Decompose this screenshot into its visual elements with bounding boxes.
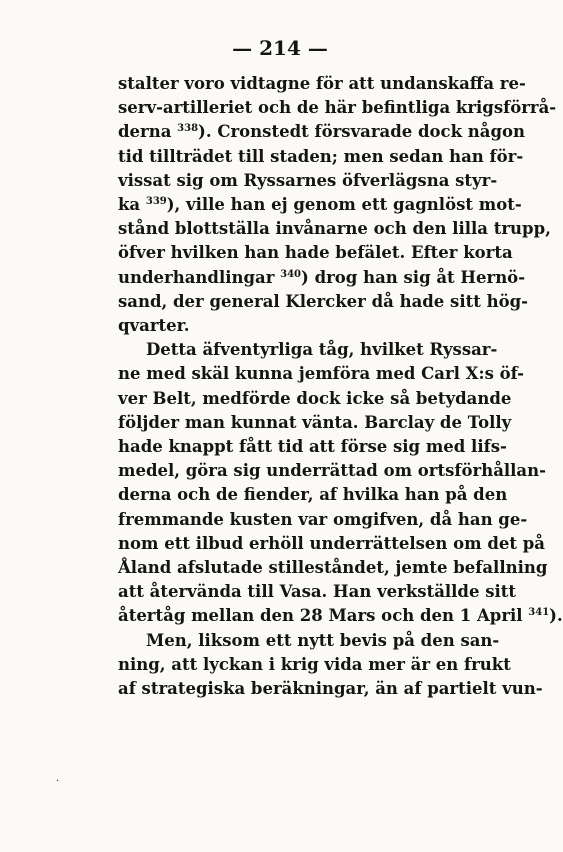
line-text: följder man kunnat vänta. Barclay de Tolly [118,412,512,432]
line-text: underhandlingar [118,267,281,287]
text-line [118,604,563,628]
line-text: Men, liksom ett nytt bevis på den san- [146,630,500,650]
text-line [118,120,526,144]
text-line [118,290,528,314]
footnote-ref: 338 [177,123,199,135]
line-text: sand, der general Klercker då hade sitt hög- [118,291,528,311]
line-text: tid tillträdet till staden; men sedan han för- [118,146,524,166]
text-line [118,580,516,604]
line-text: att återvända till Vasa. Han verkställde sitt [118,582,516,602]
line-text: återtåg mellan den 28 Mars och den 1 April [118,606,529,626]
text-line [118,193,522,217]
text-line [118,677,543,701]
line-text: ka [118,195,146,215]
text-line [118,653,511,677]
line-text: hade knappt fått tid att förse sig med lifs- [118,437,507,457]
footnote-ref: 340 [280,268,302,280]
text-line [118,387,512,411]
text-line [118,459,546,483]
line-text: af strategiska beräkningar, än af partielt vun- [118,679,543,699]
text-line [118,338,498,362]
line-text: Åland afslutade stilleståndet, jemte befallning [118,558,548,578]
page-number: — 214 — [232,36,328,60]
line-text-after: ). [549,606,563,626]
text-line [118,629,500,653]
footnote-ref: 339 [145,196,167,208]
line-text-after: ). Cronstedt försvarade dock någon [198,122,526,142]
line-text: qvarter. [118,316,190,336]
line-text: derna och de fiender, af hvilka han på den [118,485,508,505]
text-line [118,96,557,120]
body-text [118,72,563,701]
line-text: ning, att lyckan i krig vida mer är en frukt [118,654,511,674]
text-line [118,72,526,96]
line-text: Detta äfventyrliga tåg, hvilket Ryssar- [146,340,498,360]
line-text: ver Belt, medförde dock icke så betydande [118,388,512,408]
line-text: ne med skäl kunna jemföra med Carl X:s öf- [118,364,524,384]
stray-mark: · [56,776,60,787]
text-line [118,362,524,386]
text-line [118,314,490,338]
line-text-after: ) drog han sig åt Hernö- [301,267,526,287]
line-text: serv-artilleriet och de här befintliga krigsförrå- [118,98,557,118]
text-line [118,266,526,290]
text-line [118,411,512,435]
line-text-after: ), ville han ej genom ett gagnlöst mot- [166,195,522,215]
text-line [118,145,524,169]
text-line [118,217,551,241]
line-text: stånd blottställa invånarne och den lilla trupp, [118,219,551,239]
text-line [118,483,508,507]
line-text: derna [118,122,178,142]
text-line [118,508,528,532]
line-text: stalter voro vidtagne för att undanskaffa re- [118,74,526,93]
line-text: nom ett ilbud erhöll underrättelsen om det på [118,533,545,553]
line-text: fremmande kusten var omgifven, då han ge- [118,509,528,529]
text-line [118,435,507,459]
text-line [118,556,548,580]
footnote-ref: 341 [528,607,550,619]
line-text: öfver hvilken han hade befälet. Efter korta [118,243,513,263]
text-line [118,241,513,265]
text-line [118,169,498,193]
text-line [118,532,545,556]
line-text: medel, göra sig underrättad om ortsförhållan- [118,461,546,481]
line-text: vissat sig om Ryssarnes öfverlägsna styr- [118,170,498,190]
